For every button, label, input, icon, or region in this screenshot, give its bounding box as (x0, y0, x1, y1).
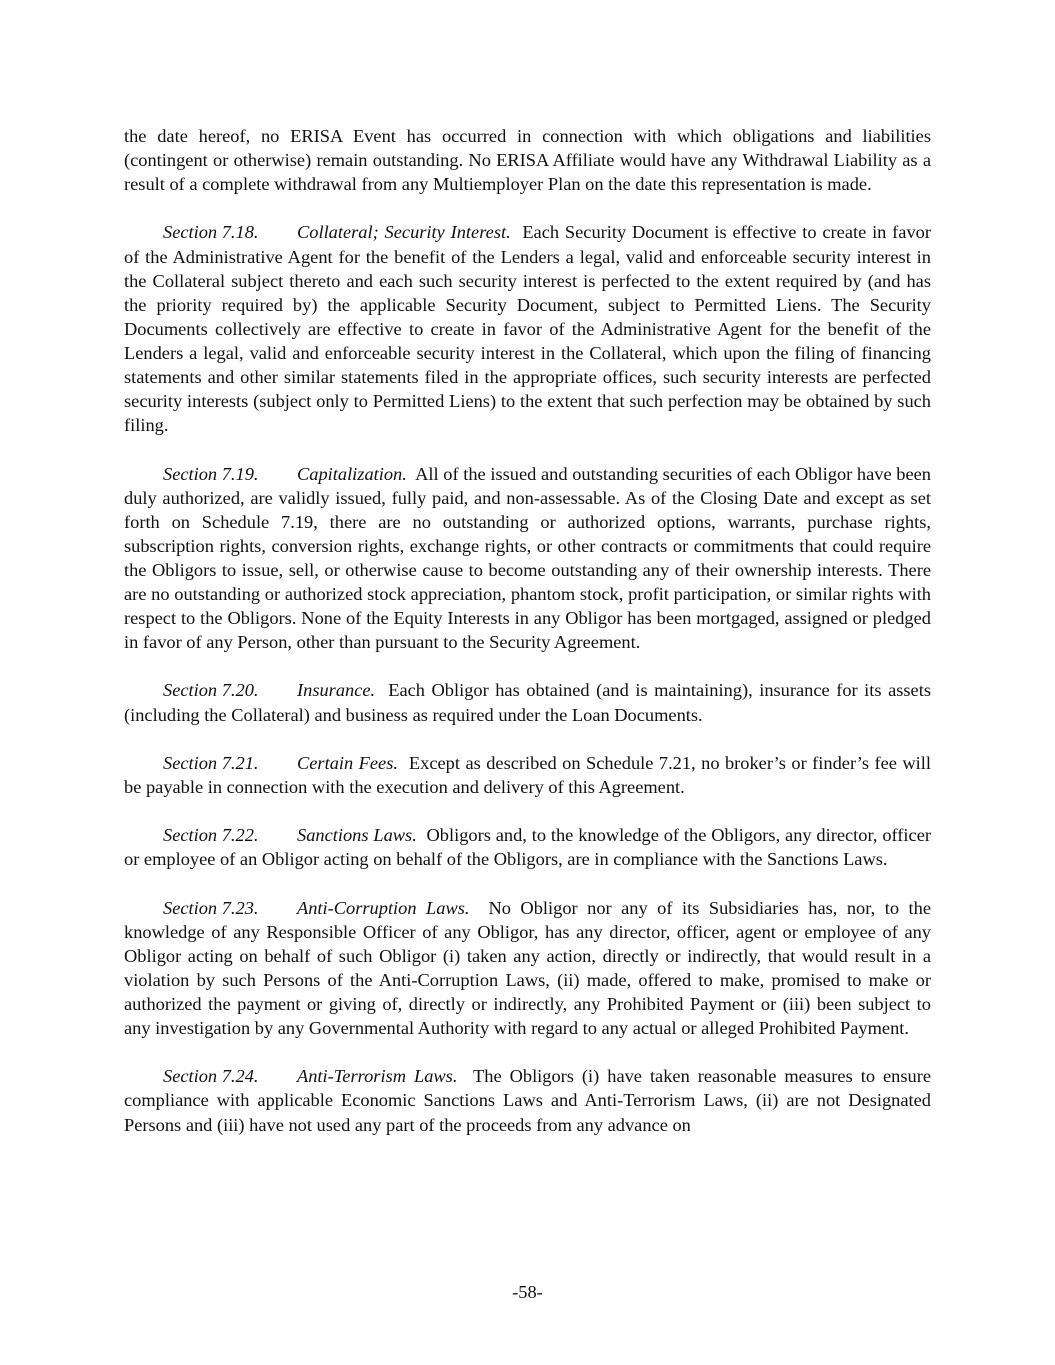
section-number: Section 7.19. (163, 463, 259, 484)
intro-paragraph: the date hereof, no ERISA Event has occurred in connection with which obligations and liabilities (contingent or otherwise) remain outstanding. No ERISA Affiliate would have any Withdrawal Liability as a result of a complete withdrawal from any Multiemployer Plan on the date this representation is made. (124, 126, 931, 195)
section-title: Certain Fees. (297, 752, 398, 773)
section-body: No Obligor nor any of its Subsidiaries has, nor, to the knowledge of any Responsible Officer of any Obligor, has any director, officer, agent or employee of any Obligor acting on behalf of such Obligor (i) taken any action, directly or indirectly, that would result in a violation by such Persons of the Anti-Corruption Laws, (ii) made, offered to make, promised to make or authorized the payment or giving of, directly or indirectly, any Prohibited Payment or (iii) been subject to any investigation by any Governmental Authority with regard to any actual or alleged Prohibited Payment. (124, 897, 931, 1039)
page-number: -58- (512, 1282, 543, 1302)
section-body: All of the issued and outstanding securities of each Obligor have been duly authorized, are validly issued, fully paid, and non-assessable. As of the Closing Date and except as set forth on Schedule 7.19, there are no outstanding or authorized options, warrants, purchase rights, subscription rights, conversion rights, exchange rights, or other contracts or commitments that could require the Obligors to issue, sell, or otherwise cause to become outstanding any of their ownership interests. There are no outstanding or authorized stock appreciation, phantom stock, profit participation, or similar rights with respect to the Obligors. None of the Equity Interests in any Obligor has been mortgaged, assigned or pledged in favor of any Person, other than pursuant to the Security Agreement. (124, 463, 931, 653)
section-title: Anti-Terrorism Laws. (297, 1066, 458, 1087)
section-number: Section 7.20. (163, 680, 259, 701)
section-7-22 (124, 823, 931, 871)
section-number: Section 7.18. (163, 222, 259, 243)
section-title: Collateral; Security Interest. (297, 222, 511, 243)
section-7-23 (124, 896, 931, 1041)
section-title: Capitalization. (297, 463, 407, 484)
section-body: Each Security Document is effective to create in favor of the Administrative Agent for the benefit of the Lenders a legal, valid and enforceable security interest in the Collateral subject thereto and each such security interest is perfected to the extent required by (and has the priority required by) the applicable Security Document, subject to Permitted Liens. The Security Documents collectively are effective to create in favor of the Administrative Agent for the benefit of the Lenders a legal, valid and enforceable security interest in the Collateral, which upon the filing of financing statements and other similar statements filed in the appropriate offices, such security interests are perfected security interests (subject only to Permitted Liens) to the extent that such perfection may be obtained by such filing. (124, 222, 931, 436)
section-number: Section 7.24. (163, 1066, 259, 1087)
section-7-18 (124, 220, 931, 437)
section-title: Sanctions Laws. (297, 825, 417, 846)
section-7-19 (124, 462, 931, 655)
section-7-21 (124, 751, 931, 799)
section-7-24 (124, 1064, 931, 1136)
section-number: Section 7.23. (163, 897, 259, 918)
section-number: Section 7.22. (163, 825, 259, 846)
section-7-20 (124, 678, 931, 726)
section-body: Except as described on Schedule 7.21, no broker’s or finder’s fee will be payable in connection with the execution and delivery of this Agreement. (124, 752, 932, 797)
section-body: Obligors and, to the knowledge of the Obligors, any director, officer or employee of an Obligor acting on behalf of the Obligors, are in compliance with the Sanctions Laws. (124, 825, 931, 870)
section-title: Anti-Corruption Laws. (297, 897, 470, 918)
document-page (124, 124, 931, 1161)
section-number: Section 7.21. (163, 752, 259, 773)
section-body: The Obligors (i) have taken reasonable measures to ensure compliance with applicable Economic Sanctions Laws and Anti-Terrorism Laws, (ii) are not Designated Persons and (iii) have not used any part of the proceeds from any advance on (124, 1066, 931, 1135)
section-title: Insurance. (297, 680, 376, 701)
section-body: Each Obligor has obtained (and is maintaining), insurance for its assets (including the Collateral) and business as required under the Loan Documents. (124, 680, 931, 725)
